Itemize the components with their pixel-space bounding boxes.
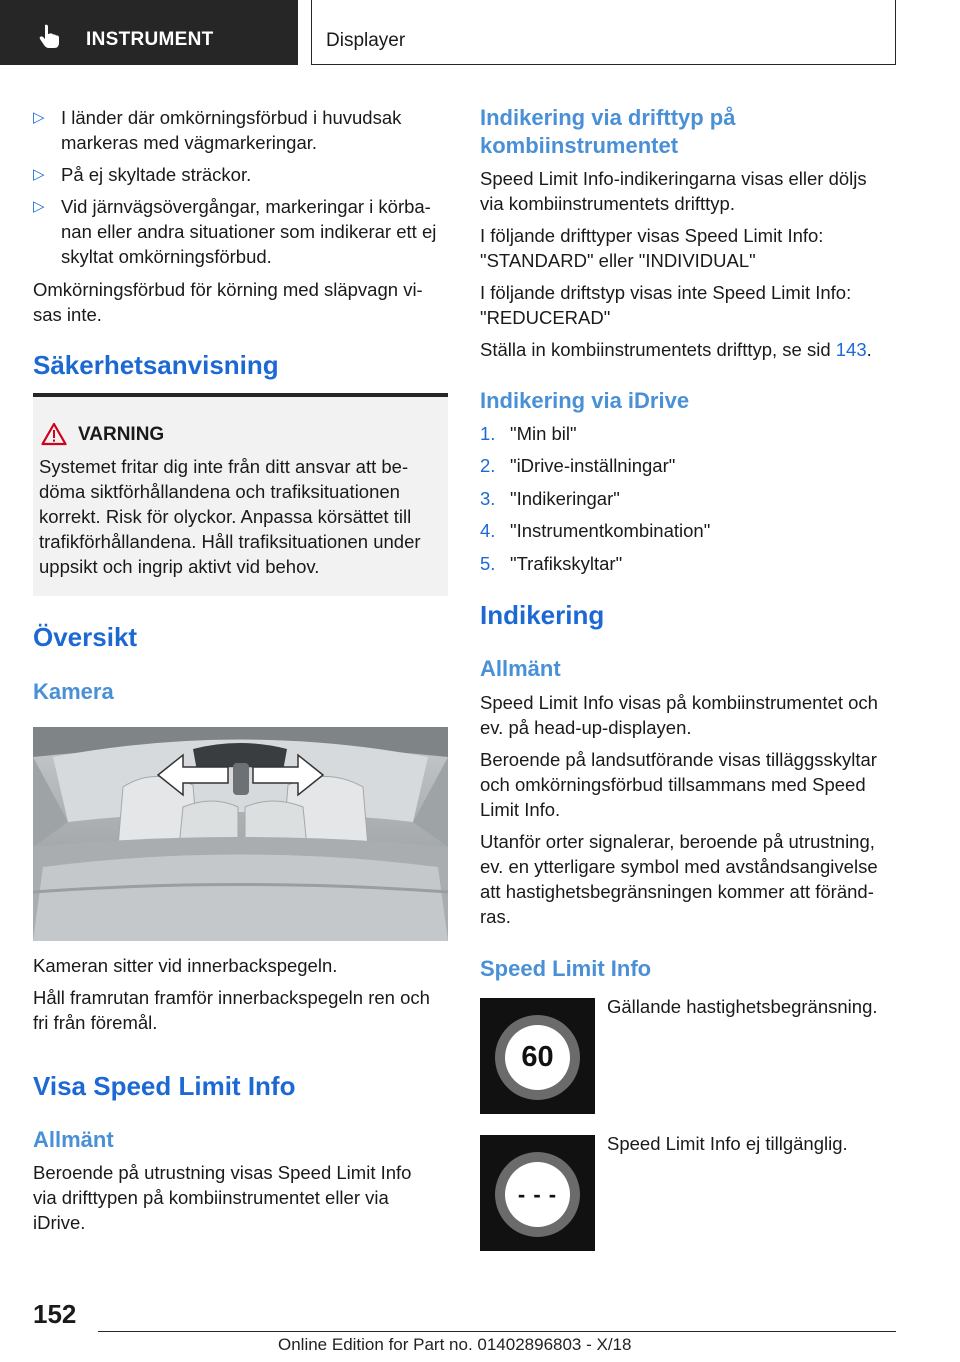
warning-text: Systemet fritar dig inte från ditt ansvar att be- döma siktförhållandena och trafiksituationen korrekt. Risk för olyckor. Anpassa körsättet till trafikförhållandena. Håll trafiksituationen under uppsikt och ingrip aktivt vid behov.: [39, 456, 421, 577]
trailer-note: Omkörningsförbud för körning med släpvagn vi- sas inte.: [33, 279, 423, 325]
general-paragraph-2: Beroende på landsutförande visas tilläggsskyltar och omkörningsförbud tillsammans med Speed Limit Info.: [480, 749, 877, 820]
general-heading-right: Allmänt: [480, 656, 561, 681]
speed-limit-unavailable-sign: [480, 1135, 595, 1251]
safety-heading: Säkerhetsanvisning: [33, 350, 279, 380]
hand-pointer-icon: [36, 22, 64, 50]
warning-title: VARNING: [78, 424, 165, 445]
indication-heading: Indikering: [480, 600, 605, 630]
general-paragraph-1: Speed Limit Info visas på kombiinstrumentet och ev. på head-up-displayen.: [480, 692, 878, 738]
triangle-bullet-icon: ▷: [33, 109, 45, 126]
warning-box: [33, 393, 448, 596]
speed-value: 60: [521, 1041, 554, 1073]
sign-caption: Gällande hastighetsbegränsning.: [607, 996, 878, 1017]
car-interior-photo: [33, 727, 448, 941]
drive-paragraph-4: Ställa in kombiinstrumentets drifttyp, se sid 143.: [480, 339, 872, 360]
bullet-line: På ej skyltade sträckor.: [61, 164, 252, 185]
bullet-line: Vid järnvägsövergångar, markeringar i körba-: [61, 196, 431, 217]
header-subsection-box: [311, 0, 896, 65]
overview-heading: Översikt: [33, 622, 138, 652]
sign-ring: [495, 1015, 580, 1100]
warning-triangle-icon: [41, 422, 67, 446]
drive-mode-heading: Indikering via drifttyp på kombiinstrumentet: [480, 105, 736, 158]
sign-caption: Speed Limit Info ej tillgänglig.: [607, 1133, 848, 1154]
show-speed-limit-heading: Visa Speed Limit Info: [33, 1071, 296, 1101]
camera-keep-clean: Håll framrutan framför innerbackspegeln ren och fri från föremål.: [33, 987, 430, 1033]
page-link[interactable]: 143: [835, 339, 867, 360]
footer-edition: Online Edition for Part no. 01402896803 - X/18: [278, 1335, 632, 1354]
speed-value: - - -: [517, 1181, 558, 1207]
header-section-tab: [0, 0, 298, 65]
drive-paragraph-1: Speed Limit Info-indikeringarna visas eller döljs via kombiinstrumentets drifttyp.: [480, 168, 867, 214]
page-number: 152: [33, 1299, 77, 1329]
drive-paragraph-2: I följande drifttyper visas Speed Limit Info: "STANDARD" eller "INDIVIDUAL": [480, 225, 824, 271]
speed-limit-60-sign: [480, 998, 595, 1114]
bullet-line: skyltat omkörningsförbud.: [61, 246, 272, 267]
car-interior-illustration: [33, 727, 448, 941]
camera-heading: Kamera: [33, 679, 114, 704]
triangle-bullet-icon: ▷: [33, 166, 45, 183]
sign-ring: [495, 1152, 580, 1237]
drive-paragraph-3: I följande driftstyp visas inte Speed Limit Info: "REDUCERAD": [480, 282, 852, 328]
idrive-heading: Indikering via iDrive: [480, 388, 690, 413]
general-text-left: Beroende på utrustning visas Speed Limit Info via drifttypen på kombiinstrumentet eller via iDrive.: [33, 1162, 412, 1233]
footer-divider: [98, 1331, 896, 1332]
triangle-bullet-icon: ▷: [33, 198, 45, 215]
bullet-line: I länder där omkörningsförbud i huvudsak: [61, 107, 402, 128]
section-title: INSTRUMENT: [86, 29, 214, 50]
bullet-line: markeras med vägmarkeringar.: [61, 132, 318, 153]
subsection-title: Displayer: [326, 30, 406, 51]
general-paragraph-3: Utanför orter signalerar, beroende på utrustning, ev. en ytterligare symbol med avståndsangivelse att hastighetsbegränsningen kommer att föränd- ras.: [480, 831, 878, 927]
speed-limit-info-heading: Speed Limit Info: [480, 956, 652, 981]
bullet-line: nan eller andra situationer som indikerar ett ej: [61, 221, 437, 242]
camera-caption: Kameran sitter vid innerbackspegeln.: [33, 955, 338, 976]
general-heading-left: Allmänt: [33, 1127, 114, 1152]
